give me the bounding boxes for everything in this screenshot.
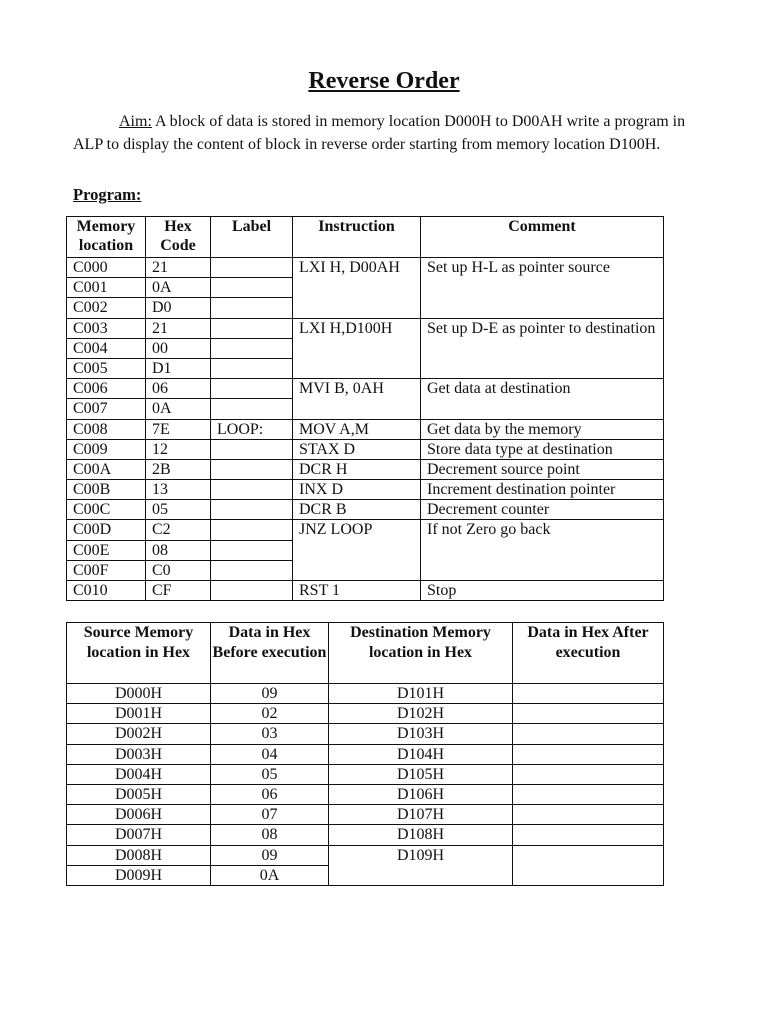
comment-cell: Get data by the memory: [421, 419, 664, 439]
instruction-header: Instruction: [293, 217, 421, 258]
label-header: Label: [211, 217, 293, 258]
after-cell: [513, 825, 664, 845]
table-row: [67, 581, 664, 601]
label-cell: [211, 399, 293, 419]
label-cell: [211, 379, 293, 399]
source-cell: D005H: [67, 784, 211, 804]
comment-cell: Set up H-L as pointer source: [421, 258, 664, 319]
label-cell: [211, 318, 293, 338]
table-row: [67, 520, 664, 540]
hex-code-cell: C2: [146, 520, 211, 540]
label-cell: [211, 298, 293, 318]
before-cell: 07: [211, 805, 329, 825]
before-cell: 02: [211, 704, 329, 724]
memory-location-cell: C00E: [67, 540, 146, 560]
before-cell: 09: [211, 684, 329, 704]
memory-location-cell: C006: [67, 379, 146, 399]
comment-cell: Set up D-E as pointer to destination: [421, 318, 664, 379]
destination-cell: D109H: [329, 845, 513, 885]
instruction-cell: DCR B: [293, 500, 421, 520]
label-cell: [211, 338, 293, 358]
after-cell: [513, 805, 664, 825]
table-row: [67, 724, 664, 744]
destination-cell: D108H: [329, 825, 513, 845]
before-cell: 0A: [211, 865, 329, 885]
table-row: [67, 379, 664, 399]
label-cell: [211, 560, 293, 580]
label-cell: [211, 581, 293, 601]
hex-code-cell: 06: [146, 379, 211, 399]
before-cell: 03: [211, 724, 329, 744]
memory-location-cell: C009: [67, 439, 146, 459]
memory-location-cell: C00C: [67, 500, 146, 520]
table-row: [67, 845, 664, 865]
label-cell: [211, 540, 293, 560]
table-row: [67, 825, 664, 845]
comment-cell: Stop: [421, 581, 664, 601]
label-cell: [211, 358, 293, 378]
aim-label: Aim:: [119, 113, 152, 130]
hex-code-cell: 08: [146, 540, 211, 560]
after-cell: [513, 704, 664, 724]
instruction-cell: LXI H, D00AH: [293, 258, 421, 319]
label-cell: [211, 480, 293, 500]
hex-code-cell: C0: [146, 560, 211, 580]
memory-location-cell: C002: [67, 298, 146, 318]
hex-code-cell: D0: [146, 298, 211, 318]
hex-code-cell: 0A: [146, 278, 211, 298]
source-cell: D006H: [67, 805, 211, 825]
table-row: [67, 704, 664, 724]
table-row: [67, 784, 664, 804]
program-table: [66, 216, 664, 601]
memory-location-cell: C00A: [67, 459, 146, 479]
before-cell: 04: [211, 744, 329, 764]
comment-cell: Get data at destination: [421, 379, 664, 419]
instruction-cell: LXI H,D100H: [293, 318, 421, 379]
table-row: [67, 480, 664, 500]
after-cell: [513, 724, 664, 744]
comment-cell: Decrement counter: [421, 500, 664, 520]
memory-location-cell: C008: [67, 419, 146, 439]
source-cell: D002H: [67, 724, 211, 744]
memory-location-cell: C00B: [67, 480, 146, 500]
table-row: [67, 258, 664, 278]
before-cell: 09: [211, 845, 329, 865]
before-cell: 05: [211, 764, 329, 784]
hex-code-cell: 0A: [146, 399, 211, 419]
hex-code-cell: 21: [146, 258, 211, 278]
after-cell: [513, 744, 664, 764]
data-after-header: Data in Hex After execution: [513, 623, 664, 684]
memory-location-cell: C00F: [67, 560, 146, 580]
destination-cell: D103H: [329, 724, 513, 744]
destination-cell: D102H: [329, 704, 513, 724]
instruction-cell: MVI B, 0AH: [293, 379, 421, 419]
after-cell: [513, 684, 664, 704]
program-label: Program:: [73, 185, 142, 204]
memory-location-cell: C001: [67, 278, 146, 298]
label-cell: [211, 439, 293, 459]
table-row: [67, 805, 664, 825]
data-before-header: Data in Hex Before execution: [211, 623, 329, 684]
hex-code-cell: 12: [146, 439, 211, 459]
source-cell: D004H: [67, 764, 211, 784]
destination-cell: D106H: [329, 784, 513, 804]
aim-paragraph: [73, 111, 691, 156]
table-row: [67, 500, 664, 520]
table-row: [67, 764, 664, 784]
source-cell: D003H: [67, 744, 211, 764]
comment-cell: Store data type at destination: [421, 439, 664, 459]
instruction-cell: STAX D: [293, 439, 421, 459]
destination-cell: D104H: [329, 744, 513, 764]
after-cell: [513, 764, 664, 784]
comment-cell: Decrement source point: [421, 459, 664, 479]
hex-code-cell: 05: [146, 500, 211, 520]
destination-cell: D105H: [329, 764, 513, 784]
memory-location-cell: C003: [67, 318, 146, 338]
destination-location-header: Destination Memory location in Hex: [329, 623, 513, 684]
label-cell: [211, 258, 293, 278]
memory-location-cell: C005: [67, 358, 146, 378]
label-cell: [211, 459, 293, 479]
before-cell: 08: [211, 825, 329, 845]
hex-code-cell: CF: [146, 581, 211, 601]
hex-code-cell: 2B: [146, 459, 211, 479]
hex-code-cell: 00: [146, 338, 211, 358]
memory-location-cell: C010: [67, 581, 146, 601]
hex-code-header: Hex Code: [146, 217, 211, 258]
memory-location-header: Memory location: [67, 217, 146, 258]
source-cell: D000H: [67, 684, 211, 704]
label-cell: [211, 278, 293, 298]
table-row: [67, 459, 664, 479]
source-location-header: Source Memory location in Hex: [67, 623, 211, 684]
data-table-header-row: [67, 623, 664, 684]
table-row: [67, 318, 664, 338]
memory-location-cell: C00D: [67, 520, 146, 540]
hex-code-cell: 7E: [146, 419, 211, 439]
source-cell: D007H: [67, 825, 211, 845]
comment-header: Comment: [421, 217, 664, 258]
after-cell: [513, 784, 664, 804]
instruction-cell: JNZ LOOP: [293, 520, 421, 581]
hex-code-cell: 21: [146, 318, 211, 338]
memory-location-cell: C000: [67, 258, 146, 278]
memory-location-cell: C007: [67, 399, 146, 419]
instruction-cell: MOV A,M: [293, 419, 421, 439]
aim-text: A block of data is stored in memory location D000H to D00AH write a program in ALP to display the content of block in reverse order starting from memory location D100H.: [73, 113, 686, 153]
label-cell: [211, 520, 293, 540]
instruction-cell: RST 1: [293, 581, 421, 601]
table-row: [67, 744, 664, 764]
destination-cell: D101H: [329, 684, 513, 704]
before-cell: 06: [211, 784, 329, 804]
data-table: [66, 622, 664, 886]
source-cell: D009H: [67, 865, 211, 885]
comment-cell: Increment destination pointer: [421, 480, 664, 500]
hex-code-cell: D1: [146, 358, 211, 378]
source-cell: D001H: [67, 704, 211, 724]
program-table-header-row: [67, 217, 664, 258]
table-row: [67, 439, 664, 459]
after-cell: [513, 845, 664, 885]
label-cell: LOOP:: [211, 419, 293, 439]
memory-location-cell: C004: [67, 338, 146, 358]
label-cell: [211, 500, 293, 520]
hex-code-cell: 13: [146, 480, 211, 500]
comment-cell: If not Zero go back: [421, 520, 664, 581]
instruction-cell: DCR H: [293, 459, 421, 479]
source-cell: D008H: [67, 845, 211, 865]
instruction-cell: INX D: [293, 480, 421, 500]
page-title: Reverse Order: [308, 68, 460, 94]
table-row: [67, 419, 664, 439]
table-row: [67, 684, 664, 704]
destination-cell: D107H: [329, 805, 513, 825]
